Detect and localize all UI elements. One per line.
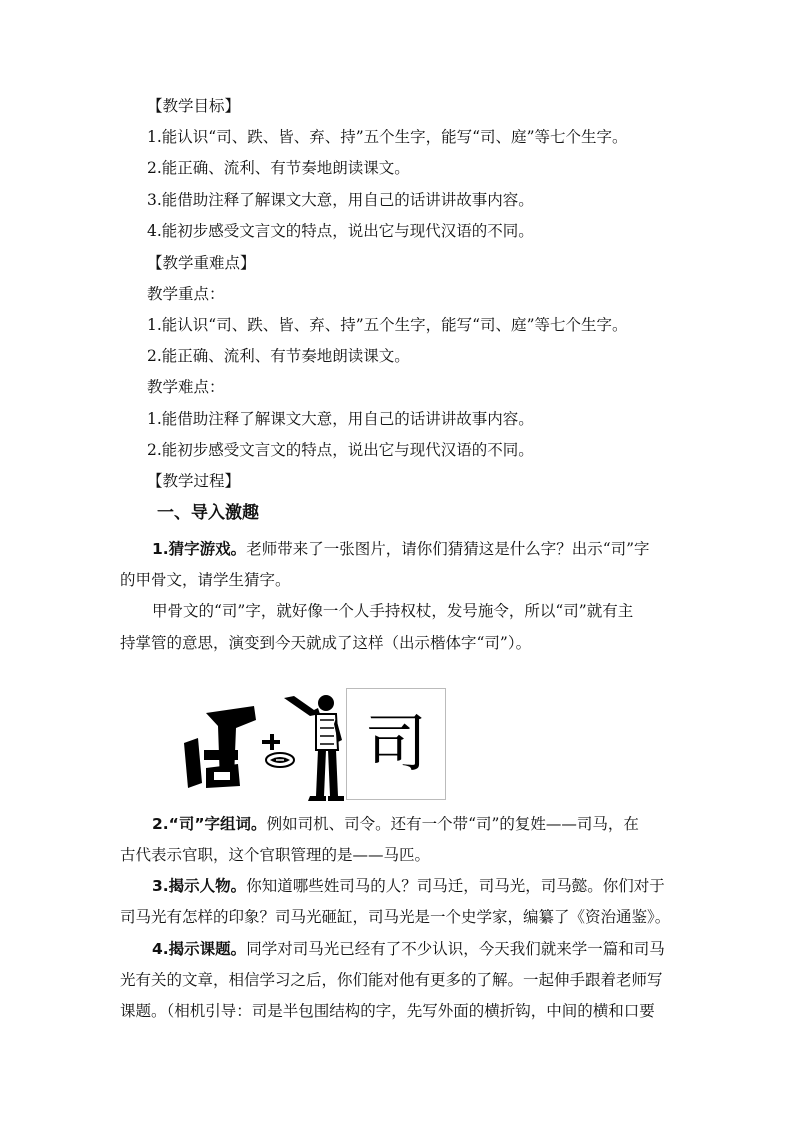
paragraph-3-line-2: 古代表示官职，这个官职管理的是——马匹。	[120, 846, 431, 864]
oracle-bone-script-image	[176, 688, 344, 803]
paragraph-4-lead: 3.揭示人物。	[152, 877, 247, 895]
paragraph-5-lead: 4.揭示课题。	[152, 940, 247, 958]
paragraph-2-line-1: 甲骨文的“司”字，就好像一个人手持权杖，发号施令，所以“司”就有主	[152, 602, 634, 620]
paragraph-4-line-2: 司马光有怎样的印象？司马光砸缸，司马光是一个史学家，编纂了《资治通鉴》。	[120, 908, 671, 926]
difficult-item-2: 2.能初步感受文言文的特点，说出它与现代汉语的不同。	[147, 441, 534, 459]
paragraph-2-line-2: 持掌管的意思，演变到今天就成了这样（出示楷体字“司”）。	[120, 634, 532, 652]
section-1-title: 一、导入激趣	[157, 503, 259, 523]
paragraph-5-line-3: 课题。（相机引导：司是半包围结构的字，先写外面的横折钩，中间的横和口要	[120, 1002, 655, 1020]
key-points-heading: 【教学重难点】	[147, 254, 256, 272]
key-label: 教学重点：	[147, 285, 225, 303]
key-item-1: 1.能认识“司、跌、皆、弃、持”五个生字，能写“司、庭”等七个生字。	[147, 316, 628, 334]
oracle-bone-figure	[176, 688, 450, 803]
paragraph-5-text: 同学对司马光已经有了不少认识，今天我们就来学一篇和司马	[246, 940, 665, 958]
process-heading: 【教学过程】	[147, 472, 241, 490]
objective-item-3: 3.能借助注释了解课文大意，用自己的话讲讲故事内容。	[147, 191, 534, 209]
paragraph-3-text: 例如司机、司令。还有一个带“司”的复姓——司马，在	[266, 815, 639, 833]
paragraph-4-line-1	[152, 876, 665, 896]
paragraph-1-line-2: 的甲骨文，请学生猜字。	[120, 571, 291, 589]
paragraph-3-line-1	[152, 814, 639, 834]
paragraph-1-text: 老师带来了一张图片，请你们猜猜这是什么字？出示“司”字	[246, 540, 650, 558]
paragraph-3-lead: 2.“司”字组词。	[152, 815, 267, 833]
objective-item-4: 4.能初步感受文言文的特点，说出它与现代汉语的不同。	[147, 222, 534, 240]
paragraph-5-line-2: 光有关的文章，相信学习之后，你们能对他有更多的了解。一起伸手跟着老师写	[120, 971, 663, 989]
regular-script-char: 司	[364, 707, 427, 780]
paragraph-1-lead: 1.猜字游戏。	[152, 540, 247, 558]
difficult-label: 教学难点：	[147, 378, 225, 396]
regular-script-box	[346, 688, 446, 800]
paragraph-1-line-1	[152, 539, 650, 559]
objective-item-2: 2.能正确、流利、有节奏地朗读课文。	[147, 159, 410, 177]
objective-item-1: 1.能认识“司、跌、皆、弃、持”五个生字，能写“司、庭”等七个生字。	[147, 128, 628, 146]
difficult-item-1: 1.能借助注释了解课文大意，用自己的话讲讲故事内容。	[147, 410, 534, 428]
paragraph-5-line-1	[152, 939, 665, 959]
key-item-2: 2.能正确、流利、有节奏地朗读课文。	[147, 347, 410, 365]
paragraph-4-text: 你知道哪些姓司马的人？司马迁，司马光，司马懿。你们对于	[246, 877, 665, 895]
objectives-heading: 【教学目标】	[147, 97, 241, 115]
